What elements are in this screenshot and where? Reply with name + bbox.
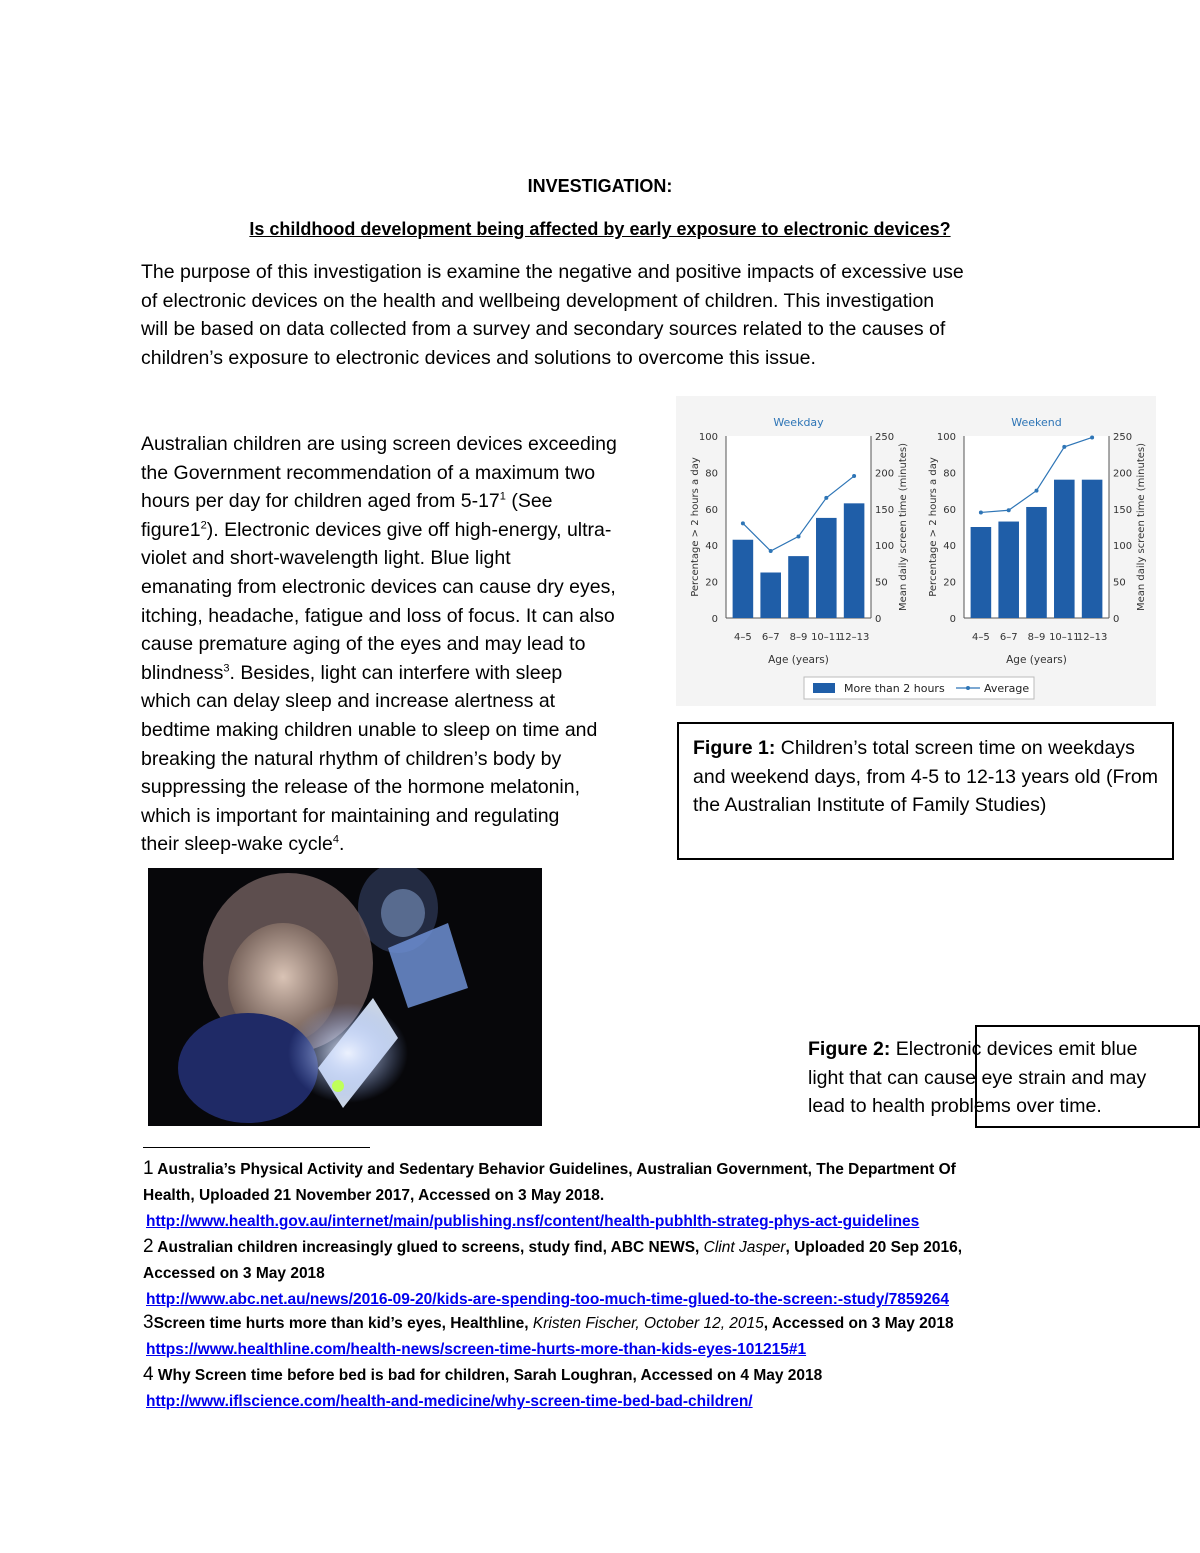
bar	[998, 522, 1019, 618]
x-tick-label: 12–13	[1076, 632, 1108, 643]
x-tick-label: 8–9	[1027, 632, 1046, 643]
intro-line: of electronic devices on the health and wellbeing development of children. This investigation	[141, 289, 935, 312]
screen-time-chart	[676, 396, 1156, 706]
x-tick-label: 8–9	[789, 632, 808, 643]
body-line: violet and short-wavelength light. Blue light	[141, 547, 511, 570]
footnote-ref: 3	[223, 662, 230, 675]
footnote-2	[143, 1234, 1143, 1313]
footnote-line	[143, 1337, 1143, 1363]
intro-paragraph	[141, 258, 1101, 372]
body-line	[141, 659, 671, 688]
figure2-frame	[975, 1025, 1200, 1128]
investigation-question: Is childhood development being affected by early exposure to electronic devices?	[249, 219, 951, 239]
figure1-caption-box	[677, 722, 1174, 860]
y-tick-label: 100	[698, 432, 718, 443]
x-tick-label: 10–11	[811, 632, 842, 643]
body-line: bedtime making children unable to sleep on time and	[141, 718, 598, 741]
body-line: which is important for maintaining and regulating	[141, 804, 560, 827]
footnote-line	[143, 1389, 1143, 1415]
body-text: hours per day for children aged from 5-17	[141, 490, 500, 513]
figure2-label: Figure 2:	[808, 1038, 891, 1060]
body-line	[141, 830, 671, 859]
footnote-number: 1	[143, 1158, 154, 1179]
footnote-link[interactable]: http://www.health.gov.au/internet/main/publishing.nsf/content/health-pubhlth-strateg-phys-act-guidelines	[146, 1213, 920, 1230]
average-point	[824, 496, 828, 500]
child-with-tablet-photo	[148, 868, 542, 1126]
footnote-ref: 4	[332, 833, 339, 846]
footnote-text: , Uploaded 20 Sep 2016,	[785, 1239, 963, 1256]
footnote-line	[143, 1362, 1143, 1389]
average-point	[769, 549, 773, 553]
chart-legend	[804, 677, 1034, 699]
y-right-tick-label: 200	[875, 468, 895, 480]
legend-bar-label: More than 2 hours	[844, 682, 945, 695]
chart-title: Weekend	[1011, 416, 1062, 429]
bar	[1026, 507, 1047, 618]
body-line: cause premature aging of the eyes and may lead to	[141, 633, 586, 656]
footnote-separator	[143, 1147, 370, 1148]
footnote-number: 3	[143, 1312, 154, 1333]
body-line: the Government recommendation of a maximum two	[141, 461, 596, 484]
body-text: blindness	[141, 661, 224, 684]
intro-line: will be based on data collected from a survey and secondary sources related to the causes of	[141, 318, 946, 341]
y-right-tick-label: 0	[1113, 614, 1120, 625]
photo-illustration	[148, 868, 542, 1126]
body-line: breaking the natural rhythm of children’s body by	[141, 747, 562, 770]
y-tick-label: 20	[705, 577, 718, 589]
bar	[971, 527, 992, 618]
average-point	[979, 510, 983, 514]
figure1-text: Children’s total screen time on weekdays and weekend days, from 4-5 to 12-13 years old (From the Australian Institute of Family Studies)	[693, 737, 1158, 817]
average-point	[1090, 435, 1094, 439]
y-tick-label: 80	[705, 468, 718, 480]
footnote-text: Why Screen time before bed is bad for children, Sarah Loughran, Accessed on 4 May 2018	[153, 1367, 823, 1384]
body-text: (See	[505, 490, 553, 513]
y-right-tick-label: 0	[875, 614, 882, 625]
footnote-text: Australia’s Physical Activity and Sedentary Behavior Guidelines, Australian Government, The Department Of	[153, 1161, 956, 1178]
body-line	[141, 516, 671, 545]
bar	[1082, 480, 1103, 618]
y-right-tick-label: 200	[1113, 468, 1133, 480]
footnote-line	[143, 1156, 1143, 1183]
y-right-tick-label: 250	[1113, 432, 1133, 443]
y-tick-label: 20	[943, 577, 956, 589]
average-point	[797, 534, 801, 538]
y-tick-label: 40	[943, 541, 956, 553]
body-text: their sleep-wake cycle	[141, 833, 333, 856]
body-text: figure1	[141, 518, 201, 541]
y-right-tick-label: 150	[875, 504, 895, 516]
footnote-line	[143, 1310, 1143, 1337]
average-point	[1007, 508, 1011, 512]
page-title: INVESTIGATION:	[527, 176, 673, 196]
y-tick-label: 60	[943, 504, 956, 516]
figure2-line: light that can cause eye strain and may	[808, 1066, 1147, 1089]
y-right-axis-label: Mean daily screen time (minutes)	[1136, 442, 1147, 612]
y-right-tick-label: 150	[1113, 504, 1133, 516]
footnote-line: Health, Uploaded 21 November 2017, Accessed on 3 May 2018.	[143, 1187, 605, 1204]
footnote-link[interactable]: https://www.healthline.com/health-news/screen-time-hurts-more-than-kids-eyes-101215#1	[146, 1341, 807, 1358]
body-line: emanating from electronic devices can cause dry eyes,	[141, 575, 616, 598]
bar	[788, 556, 809, 618]
x-tick-label: 6–7	[761, 632, 780, 643]
body-paragraph	[141, 430, 671, 859]
footnote-line	[143, 1209, 1143, 1235]
footnote-link[interactable]: http://www.abc.net.au/news/2016-09-20/kids-are-spending-too-much-time-glued-to-the-screen:-study/7859264	[146, 1291, 950, 1308]
body-line: suppressing the release of the hormone melatonin,	[141, 776, 581, 799]
intro-line: The purpose of this investigation is examine the negative and positive impacts of excessive use	[141, 261, 964, 283]
body-line: itching, headache, fatigue and loss of focus. It can also	[141, 604, 615, 627]
bar	[1054, 480, 1075, 618]
footnote-number: 4	[143, 1364, 154, 1385]
footnote-3	[143, 1310, 1143, 1363]
average-point	[1035, 489, 1039, 493]
y-tick-label: 0	[949, 614, 956, 625]
footnote-text: Australian children increasingly glued to screens, study find, ABC NEWS,	[153, 1239, 704, 1256]
figure2-text: Electronic devices emit blue	[890, 1038, 1138, 1060]
footnote-author: Clint Jasper	[703, 1239, 786, 1256]
body-text: . Besides, light can interfere with sleep	[229, 661, 563, 684]
y-axis-label: Percentage > 2 hours a day	[690, 457, 701, 597]
y-right-tick-label: 50	[1113, 577, 1126, 589]
body-line: Australian children are using screen devices exceeding	[141, 433, 617, 455]
footnote-text: Screen time hurts more than kid’s eyes, Healthline,	[153, 1315, 533, 1332]
body-line: which can delay sleep and increase alertness at	[141, 690, 556, 713]
average-point	[741, 521, 745, 525]
y-right-tick-label: 250	[875, 432, 895, 443]
y-right-tick-label: 50	[875, 577, 888, 589]
legend-bar-swatch	[813, 683, 835, 693]
figure2-line: lead to health problems over time.	[808, 1095, 1102, 1118]
bar	[844, 503, 865, 618]
footnote-text: , Accessed on 3 May 2018	[763, 1315, 954, 1332]
y-axis-label: Percentage > 2 hours a day	[928, 457, 939, 597]
x-tick-label: 4–5	[734, 632, 752, 643]
y-tick-label: 100	[936, 432, 956, 443]
bar	[816, 518, 837, 618]
body-text: ). Electronic devices give off high-energy, ultra-	[206, 518, 612, 541]
y-tick-label: 40	[705, 541, 718, 553]
body-text: .	[338, 833, 345, 856]
x-axis-label: Age (years)	[1006, 654, 1067, 666]
footnote-line: Accessed on 3 May 2018	[143, 1265, 325, 1282]
bar	[733, 540, 754, 618]
x-tick-label: 6–7	[999, 632, 1018, 643]
footnote-ref: 2	[200, 519, 207, 532]
legend-line-marker	[966, 686, 970, 690]
average-point	[1062, 445, 1066, 449]
x-axis-label: Age (years)	[768, 654, 829, 666]
intro-line: children’s exposure to electronic devices and solutions to overcome this issue.	[141, 346, 816, 369]
y-right-tick-label: 100	[1113, 541, 1133, 553]
average-point	[852, 474, 856, 478]
y-tick-label: 60	[705, 504, 718, 516]
y-tick-label: 80	[943, 468, 956, 480]
footnote-1	[143, 1156, 1143, 1235]
footnote-ref: 1	[499, 490, 506, 503]
y-right-tick-label: 100	[875, 541, 895, 553]
footnote-number: 2	[143, 1236, 154, 1257]
footnote-author: Kristen Fischer, October 12, 2015	[532, 1315, 764, 1332]
body-line	[141, 487, 671, 516]
footnote-line	[143, 1234, 1143, 1261]
figure1-label: Figure 1:	[693, 737, 776, 759]
x-tick-label: 10–11	[1049, 632, 1080, 643]
y-tick-label: 0	[711, 614, 718, 625]
x-tick-label: 4–5	[972, 632, 990, 643]
bar	[760, 573, 781, 619]
footnote-4	[143, 1362, 1143, 1415]
y-right-axis-label: Mean daily screen time (minutes)	[898, 442, 909, 612]
footnote-link[interactable]: http://www.iflscience.com/health-and-medicine/why-screen-time-bed-bad-children/	[146, 1393, 753, 1410]
x-tick-label: 12–13	[838, 632, 870, 643]
chart-title: Weekday	[773, 416, 824, 429]
legend-line-label: Average	[984, 682, 1030, 695]
